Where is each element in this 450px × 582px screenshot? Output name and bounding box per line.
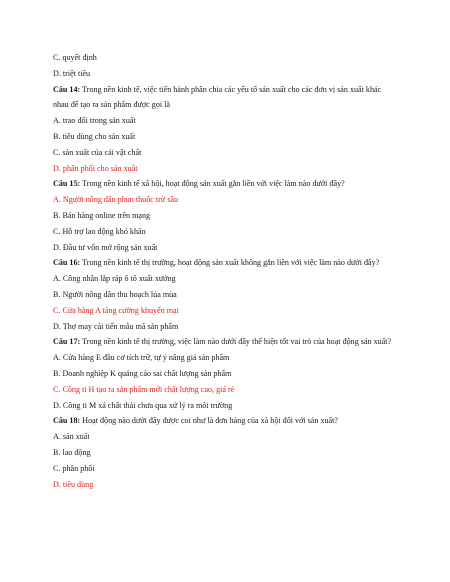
q15-option-c: C. Hỗ trợ lao động khó khăn (53, 226, 146, 236)
q14-option-c: C. sản xuất của cải vật chất (53, 147, 142, 157)
q16-option-d: D. Thợ may cải tiến mẫu mã sản phẩm (53, 321, 179, 331)
q15-option-d: D. Đầu tư vốn mở rộng sản xuất (53, 242, 158, 252)
lead-option-c: C. quyết định (53, 53, 97, 62)
question-16-text: Trong nền kinh tế thị trường, hoạt động sản xuất không gắn liền với việc làm nào dưới đây? (82, 258, 380, 268)
question-14 (53, 82, 398, 114)
q18-option-c: C. phân phối (53, 463, 95, 473)
q17-option-b: B. Doanh nghiệp K quảng cáo sai chất lượng sản phẩm (53, 368, 232, 378)
q17-option-d: D. Công ti M xả chất thải chưa qua xử lý ra môi trường (53, 400, 233, 410)
question-18-label: Câu 18: (53, 416, 81, 426)
document-content (53, 50, 398, 492)
q16-option-c: C. Cửa hàng A tăng cường khuyến mại (53, 305, 179, 315)
question-15 (53, 176, 398, 192)
q15-option-b: B. Bán hàng online trên mạng (53, 210, 151, 220)
question-17 (53, 334, 398, 350)
q17-option-c: C. Công ti H tạo ra sản phẩm mới chất lượng cao, giá rẻ (53, 384, 235, 394)
question-17-text: Trong nền kinh tế thị trường, việc làm nào dưới đây thể hiện tốt vai trò của hoạt động sản xuất? (82, 337, 392, 347)
question-14-text: Trong nền kinh tế, việc tiến hành phân chia các yếu tố sản xuất cho các đơn vị sản xuất khác nhau để tạo ra sản phẩm được gọi là (53, 84, 382, 110)
question-16 (53, 255, 398, 271)
question-15-text: Trong nền kinh tế xã hội, hoạt động sản xuất gắn liền với việc làm nào dưới đây? (82, 179, 345, 189)
question-14-label: Câu 14: (53, 84, 81, 94)
lead-option-d: D. triệt tiêu (53, 68, 91, 78)
q18-option-a: A. sản xuất (53, 432, 90, 442)
q18-option-b: B. lao động (53, 447, 91, 457)
question-15-label: Câu 15: (53, 179, 81, 189)
q14-option-b: B. tiêu dùng cho sản xuất (53, 131, 136, 141)
q15-option-a: A. Người nông dân phun thuốc trừ sâu (53, 195, 179, 205)
question-16-label: Câu 16: (53, 258, 81, 268)
question-18 (53, 413, 398, 429)
question-17-label: Câu 17: (53, 337, 81, 347)
question-18-text: Hoạt động nào dưới đây được coi như là đơn hàng của xã hội đối với sản xuất? (82, 416, 338, 426)
q18-option-d: D. tiêu dùng (53, 479, 94, 489)
q14-option-d: D. phân phối cho sản xuất (53, 163, 138, 173)
q14-option-a: A. trao đổi trong sản xuất (53, 116, 136, 126)
q16-option-a: A. Công nhân lắp ráp ô tô xuất xưởng (53, 274, 176, 284)
q16-option-b: B. Người nông dân thu hoạch lúa mùa (53, 289, 177, 299)
q17-option-a: A. Cửa hàng E đầu cơ tích trữ, tự ý nâng giá sản phẩm (53, 353, 230, 363)
